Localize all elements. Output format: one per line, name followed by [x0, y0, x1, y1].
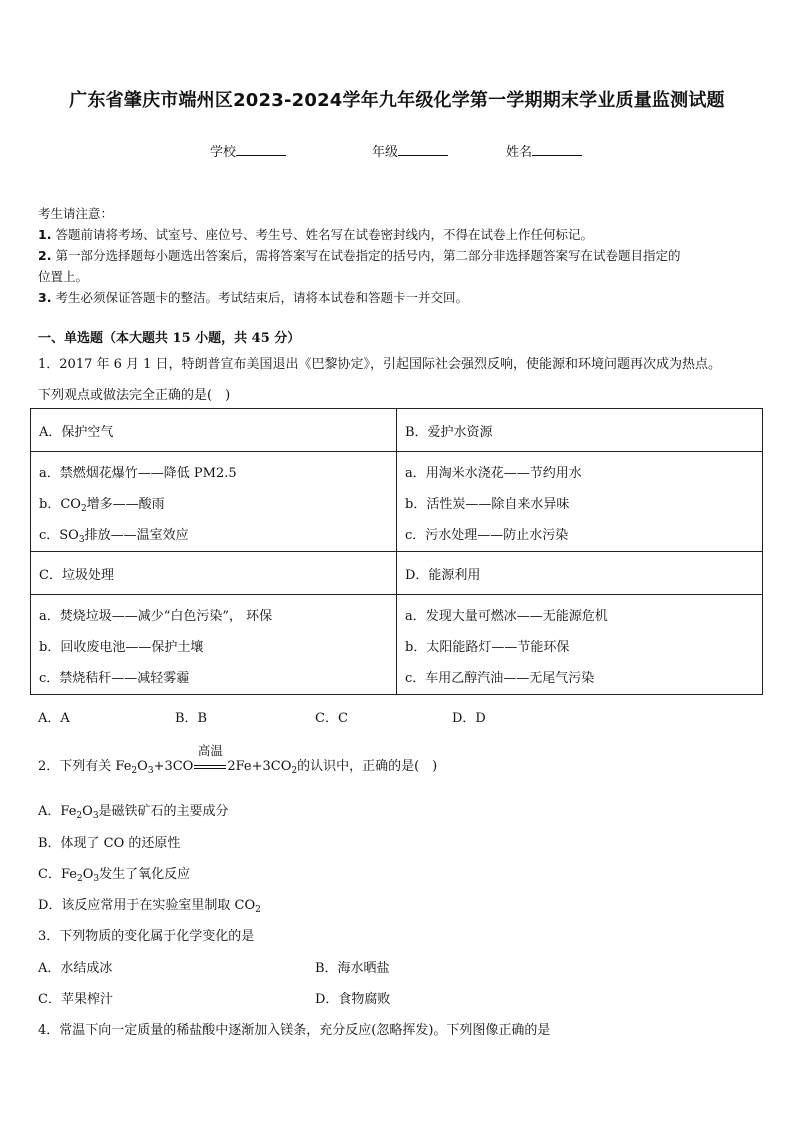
option-d-item-1: a．发现大量可燃冰——无能源危机 [405, 609, 608, 624]
q3-option-a[interactable]: A．水结成冰 [38, 961, 113, 976]
option-c-item-3: c．禁烧秸秆——减轻雾霾 [39, 671, 190, 686]
exam-notes [38, 203, 763, 308]
condition-label: 高温 [197, 743, 223, 758]
note-2-number: 2. [38, 248, 52, 263]
q3-option-c[interactable]: C．苹果榨汁 [38, 992, 113, 1007]
option-a-item-1: a．禁燃烟花爆竹——降低 PM2.5 [39, 466, 237, 481]
option-a-header: A．保护空气 [31, 409, 397, 452]
option-b-item-2: b．活性炭——除自来水异味 [405, 497, 570, 512]
option-c-cell [31, 595, 397, 695]
q2-option-d[interactable]: D．该反应常用于在实验室里制取 $CO_2$ [38, 898, 261, 915]
note-3-number: 3. [38, 290, 52, 305]
equals-sign [194, 765, 226, 769]
option-a-item-2: b．$CO_2$增多——酸雨 [39, 497, 165, 514]
q2-option-b[interactable]: B．体现了 CO 的还原性 [38, 836, 181, 851]
q1-choice-d[interactable]: D．D [452, 711, 486, 726]
school-field [210, 141, 286, 160]
grade-label: 年级 [372, 145, 399, 160]
grade-field [372, 141, 448, 160]
option-d-cell [397, 595, 763, 695]
note-3 [38, 287, 763, 308]
note-3-text: 考生必须保证答题卡的整洁。考试结束后，请将本试卷和答题卡一并交回。 [55, 290, 468, 305]
q2-stem: 2．下列有关 $Fe_2O_3+3CO$ 高温 $2Fe+3CO_2$的认识中，正确的是( ) [38, 743, 438, 776]
q2-option-a[interactable]: A．$Fe_2O_3$是磁铁矿石的主要成分 [38, 804, 229, 821]
note-2-text: 第一部分选择题每小题选出答案后，需将答案写在试卷指定的括号内，第二部分非选择题答案写在试卷题目指定的 [55, 248, 681, 263]
option-a-item-3: c．$SO_3$排放——温室效应 [39, 528, 189, 545]
note-2-continued: 位置上。 [38, 269, 89, 284]
section-heading: 一、单选题（本大题共 15 小题，共 45 分） [38, 331, 301, 346]
option-d-item-2: b．太阳能路灯——节能环保 [405, 640, 570, 655]
note-2 [38, 245, 763, 266]
school-label: 学校 [210, 145, 237, 160]
option-b-header: B．爱护水资源 [397, 409, 763, 452]
name-field [506, 141, 582, 160]
option-c-item-2: b．回收废电池——保护土壤 [39, 640, 204, 655]
notes-header: 考生请注意： [38, 206, 114, 221]
option-b-item-3: c．污水处理——防止水污染 [405, 528, 569, 543]
q3-option-d[interactable]: D．食物腐败 [315, 992, 391, 1007]
option-c-header: C．垃圾处理 [31, 552, 397, 595]
q1-stem: 1．2017 年 6 月 1 日，特朗普宣布美国退出《巴黎协定》，引起国际社会强烈反响，使能源和环境问题再次成为热点。 [38, 357, 722, 372]
school-blank [236, 142, 286, 156]
q4-stem: 4．常温下向一定质量的稀盐酸中逐渐加入镁条，充分反应(忽略挥发)。下列图像正确的是 [38, 1023, 551, 1038]
reaction-condition [193, 743, 227, 774]
q2-option-c[interactable]: C．$Fe_2O_3$发生了氧化反应 [38, 867, 191, 884]
option-c-item-1: a．焚烧垃圾——减少“白色污染”， 环保 [39, 609, 273, 624]
note-1 [38, 224, 763, 245]
page-title: 广东省肇庆市端州区2023-2024学年九年级化学第一学期期末学业质量监测试题 [69, 90, 725, 111]
note-1-number: 1. [38, 227, 52, 242]
name-label: 姓名 [506, 145, 533, 160]
grade-blank [398, 142, 448, 156]
option-b-item-1: a．用淘米水浇花——节约用水 [405, 466, 582, 481]
q3-option-b[interactable]: B．海水晒盐 [315, 961, 390, 976]
q1-choice-b[interactable]: B．B [175, 711, 208, 726]
option-d-header: D．能源利用 [397, 552, 763, 595]
option-a-cell [31, 452, 397, 552]
q3-stem: 3．下列物质的变化属于化学变化的是 [38, 929, 255, 944]
q1-prompt: 下列观点或做法完全正确的是( ) [38, 388, 231, 403]
q1-options-table [30, 408, 763, 695]
q1-choice-a[interactable]: A．A [38, 711, 70, 726]
option-b-cell [397, 452, 763, 552]
name-blank [532, 142, 582, 156]
q1-choice-c[interactable]: C．C [315, 711, 348, 726]
note-1-text: 答题前请将考场、试室号、座位号、考生号、姓名写在试卷密封线内，不得在试卷上作任何标记。 [55, 227, 593, 242]
option-d-item-3: c．车用乙醇汽油——无尾气污染 [405, 671, 595, 686]
